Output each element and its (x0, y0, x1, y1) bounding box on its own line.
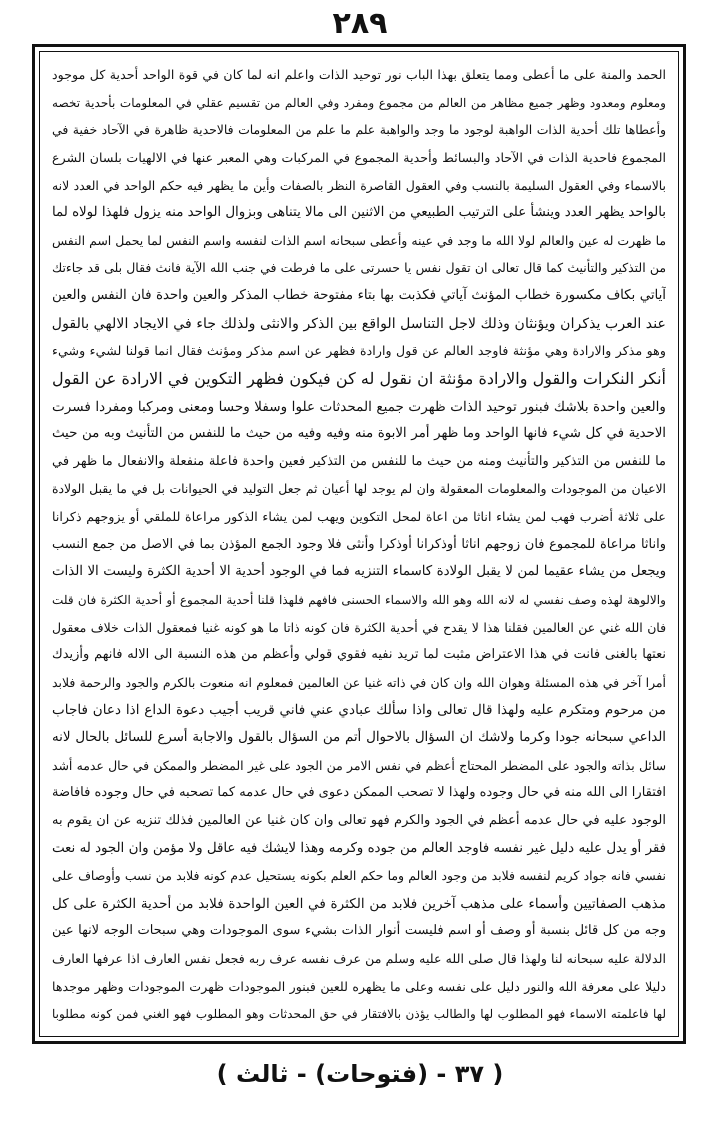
text-line: وجه من كل قائل بنسبة أو وصف أو اسم فليست أنوار الذات بشيء سوى الموجودات وهي سبحات الوجه لانها عين (52, 923, 666, 939)
text-line: على ثلاثة أضرب فهب لمن يشاء اناثا من اعاة لمحل التكوين ويهب لمن يشاء الذكور مراعاة للملقي أو يزوجهم ذكرانا (52, 509, 666, 524)
text-line: ما ظهرت له عين والعالم لولا الله ما وجد في عينه وأعطى سبحانه اسم الذات لنفسه واسم النفس لما يحمل اسم النفس (52, 232, 666, 248)
text-line: الداعي سبحانه جودا وكرما ولاشك ان السؤال بالاحوال أتم من السؤال بالقول والاجابة أسرع للسائل بالحال لانه (52, 730, 666, 745)
text-line: بالاسماء وفي العقول السليمة بالنسب وفي العقول القاصرة النظر بالصفات وأين ما يظهر فيه حكم الواحد في العدد لانه (52, 177, 666, 193)
text-line: الاحدية في كل شيء فانها الواحد وما ظهر أمر الابوة منه وفيه وفيه من حيث ما للنفس من التأنيث وبه من حيث (52, 426, 666, 442)
text-line: ومعلوم ومعدود وظهر جميع مظاهر من العالم من مجموع ومفرد وفي العالم من تقسيم عقلي في المعلومات بأحدية تخصه (52, 95, 666, 110)
text-line: الاعيان من الموجودات والمعلومات المعقولة وان لم يوجد لها أعيان ثم جعل التوليد في الحيوانات بل في ما يقبل الولادة (52, 481, 666, 497)
text-line: ما للنفس من التذكير والتأنيث ومنه من حيث ما للنفس من التذكير فعين واحدة فاعلة منفعلة والانفعال ما ظهر في (52, 453, 666, 469)
text-line: آياتي بكاف مكسورة خطاب المؤنث آياتي فكذبت بها بتاء مفتوحة خطاب المذكر والعين واحدة فان النفس والعين (52, 288, 666, 303)
text-line: والعين واحدة بلاشك فبنور توحيد الذات ظهرت جميع المحدثات علوا وسفلا وحسا ومعنى ومركبا ومفردا فسرت (52, 398, 666, 415)
text-line: والالوهة لهذه وصف نفسي له لانه الله وهو الله والاسماء الحسنى فافهم فلهذا قلنا أحدية المجموع أو أحدية الكثرة فان قلت (52, 592, 666, 607)
text-line: افتقارا الى الله منه في حال وجوده ولهذا لا تصحب الممكن دعوى في حال عدمه كما تصحبه في حال وجوده فافاضة (52, 785, 666, 801)
text-line: الدلالة عليه سبحانه لنا ولهذا قال صلى الله عليه وسلم من عرف نفسه عرف ربه فجعل نفس العارف اذا عرفها العارف (52, 951, 666, 966)
text-line: المجموع فاحدية الذات في الآحاد والبسائط وأحدية المجموع في المركبات وهي المعبر عنها في الالهيات بلسان الشرع (52, 149, 666, 165)
page-frame (32, 44, 686, 1044)
text-line: أنكر النكرات والقول والارادة مؤنثة ان نقول له كن فيكون فظهر التكوين في الارادة عن القول (52, 368, 666, 388)
text-line: ويجعل من يشاء عقيما لمن لا يقبل الولادة كاسماء التنزيه فما في الوجود أحدية الا أحدية الكثرة وليست الا الذات (52, 564, 666, 580)
text-line: الحمد والمنة على ما أعطى ومما يتعلق بهذا الباب نور توحيد الذات واعلم انه لما كان في قوة الواحد أحدية كل موجود (52, 67, 666, 82)
text-line: من التذكير والتأنيث كما قال تعالى ان تقول نفس يا حسرتى على ما فرطت في جنب الله الآية فانث فقال بلى قد جاءتك (52, 260, 666, 276)
text-line: عند العرب يذكران ويؤنثان وذلك لاجل التناسل الواقع بين الذكر والانثى ولذلك جاء في الايجاد الالهي بالقول (52, 315, 666, 332)
text-line: نعتها بالغنى فانت في هذا الاعتراض مثبت لما تريد نفيه فقوي قولي وأعظم من هذه النسبة الى الاله فانهم وأزيدك (52, 647, 666, 663)
text-line: وأعطاها تلك أحدية الذات الواهبة لوجود ما وجد والواهبة علم ما علم من المعلومات فالاحدية ظاهرة في الآحاد خفية في (52, 122, 666, 138)
text-line: أمرا آخر في هذه المسئلة وهوان الله وان كان في ذاته غنيا عن العالمين فمعلوم انه منعوت بالكرم والجود والرحمة فلابد (52, 674, 666, 690)
text-line: مذهب الصفاتيين وأسماء على مذهب آخرين فلابد من الكثرة في العين الواحدة فلابد من أحدية الكثرة على كل (52, 895, 666, 912)
text-line: سائل بذاته والجود على المضطر المحتاج أعظم في نفس الامر من الجود على غير المضطر والممكن في حال عدمه أشد (52, 757, 666, 773)
text-line: فان الله غني عن العالمين فقلنا هذا لا يقدح في أحدية الكثرة فان كونه ذاتا ما هو كونه غنيا فمعقول الذات خلاف معقول (52, 619, 666, 635)
page-footer: ( ٣٧ - (فتوحات) - ثالث ) (216, 1060, 504, 1088)
text-line: وهو مذكر والارادة وهي مؤنثة فاوجد العالم عن قول وارادة فظهر عن اسم مذكر ومؤنث فقال انما قولنا لشيء وشيء (52, 343, 666, 359)
text-line: واناثا مراعاة للمجموع فان زوجهم اناثا أوذكرانا أوذكرا وأنثى فلا وجود الجمع المؤذن بما في الاصل من جمع النسب (52, 536, 666, 552)
page-number: ٢٨٩ (332, 6, 388, 41)
text-line: فقر أو يدل عليه دليل غير نفسه فاوجد العالم من جوده وكرمه وهذا لايشك فيه عاقل ولا مؤمن وان الجود له نعت (52, 840, 666, 856)
text-line: دليلا على معرفة الله والنور دليل على نفسه وعلى ما يظهره للعين فبنور الموجودات ظهرت الموجودات وظهر موجدها (52, 978, 666, 994)
text-line: نفسي فانه جواد كريم لنفسه فلابد من وجود العالم وما حكم العلم بكونه يستحيل عدم كونه فلابد من نسب وأوصاف على (52, 868, 666, 884)
text-line: من مرحوم ومتكرم عليه ولهذا قال تعالى واذا سألك عبادي عني فاني قريب أجيب دعوة الداع اذا دعان فاجاب (52, 702, 666, 719)
body-text (52, 62, 666, 1028)
text-line: لها فاعلمته الاسماء فهو المطلوب لها والطالب يؤذن بالافتقار في حق المحدثات وهو المطلوب فهو الغني فمن كونه مطلوبا (52, 1007, 666, 1022)
page-frame-inner (39, 51, 679, 1037)
text-line: بالواحد يظهر العدد وينشأ على الترتيب الطبيعي من الاثنين الى مالا يتناهى وبزوال الواحد منه يزول فلهذا لولاه لما (52, 205, 666, 221)
text-line: الوجود عليه في حال عدمه أعظم في الجود والكرم فهو تعالى وان كان غنيا عن العالمين فذلك تنزيه عن ان يقوم به (52, 812, 666, 828)
